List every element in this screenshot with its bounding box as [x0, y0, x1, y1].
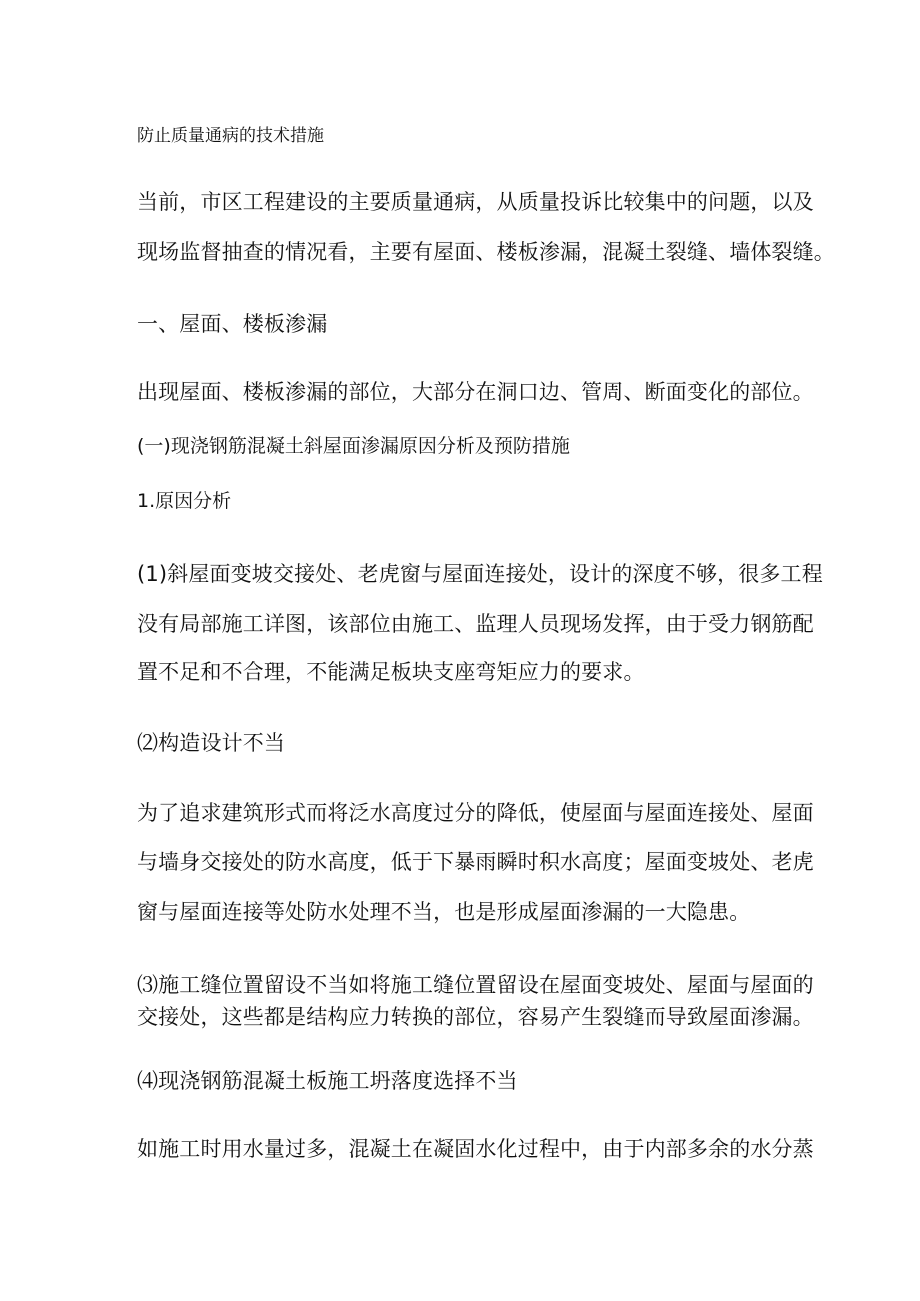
point1-line-2: 没有局部施工详图，该部位由施工、监理人员现场发挥，由于受力钢筋配 [137, 612, 814, 636]
section1-heading: 一、屋面、楼板渗漏 [137, 312, 328, 336]
point4-line-1: 如施工时用水量过多，混凝土在凝固水化过程中，由于内部多余的水分蒸 [137, 1137, 814, 1161]
document-title: 防止质量通病的技术措施 [137, 126, 324, 146]
intro-line-1: 当前，市区工程建设的主要质量通病，从质量投诉比较集中的问题，以及 [137, 190, 814, 214]
point2-line-2: 与墙身交接处的防水高度，低于下暴雨瞬时积水高度；屋面变坡处、老虎 [137, 850, 814, 874]
point2-line-3: 窗与屋面连接等处防水处理不当，也是形成屋面渗漏的一大隐患。 [137, 900, 751, 924]
point2-heading: ⑵构造设计不当 [137, 731, 286, 755]
section1-paragraph: 出现屋面、楼板渗漏的部位，大部分在洞口边、管周、断面变化的部位。 [137, 380, 814, 404]
point1-line-3: 置不足和不合理，不能满足板块支座弯矩应力的要求。 [137, 660, 645, 684]
point2-line-1: 为了追求建筑形式而将泛水高度过分的降低，使屋面与屋面连接处、屋面 [137, 801, 814, 825]
point3-line-2: 交接处，这些都是结构应力转换的部位，容易产生裂缝而导致屋面渗漏。 [137, 1005, 814, 1029]
intro-line-2: 现场监督抽查的情况看，主要有屋面、楼板渗漏，混凝土裂缝、墙体裂缝。 [137, 240, 835, 264]
point4-heading: ⑷现浇钢筋混凝土板施工坍落度选择不当 [137, 1069, 518, 1093]
item1-heading: 1.原因分析 [137, 490, 232, 512]
subsection1-heading: (一)现浇钢筋混凝土斜屋面渗漏原因分析及预防措施 [137, 435, 570, 457]
point1-line-1: (1)斜屋面变坡交接处、老虎窗与屋面连接处，设计的深度不够，很多工程 [137, 562, 823, 586]
point3-line-1: ⑶施工缝位置留设不当如将施工缝位置留设在屋面变坡处、屋面与屋面的 [137, 973, 814, 997]
